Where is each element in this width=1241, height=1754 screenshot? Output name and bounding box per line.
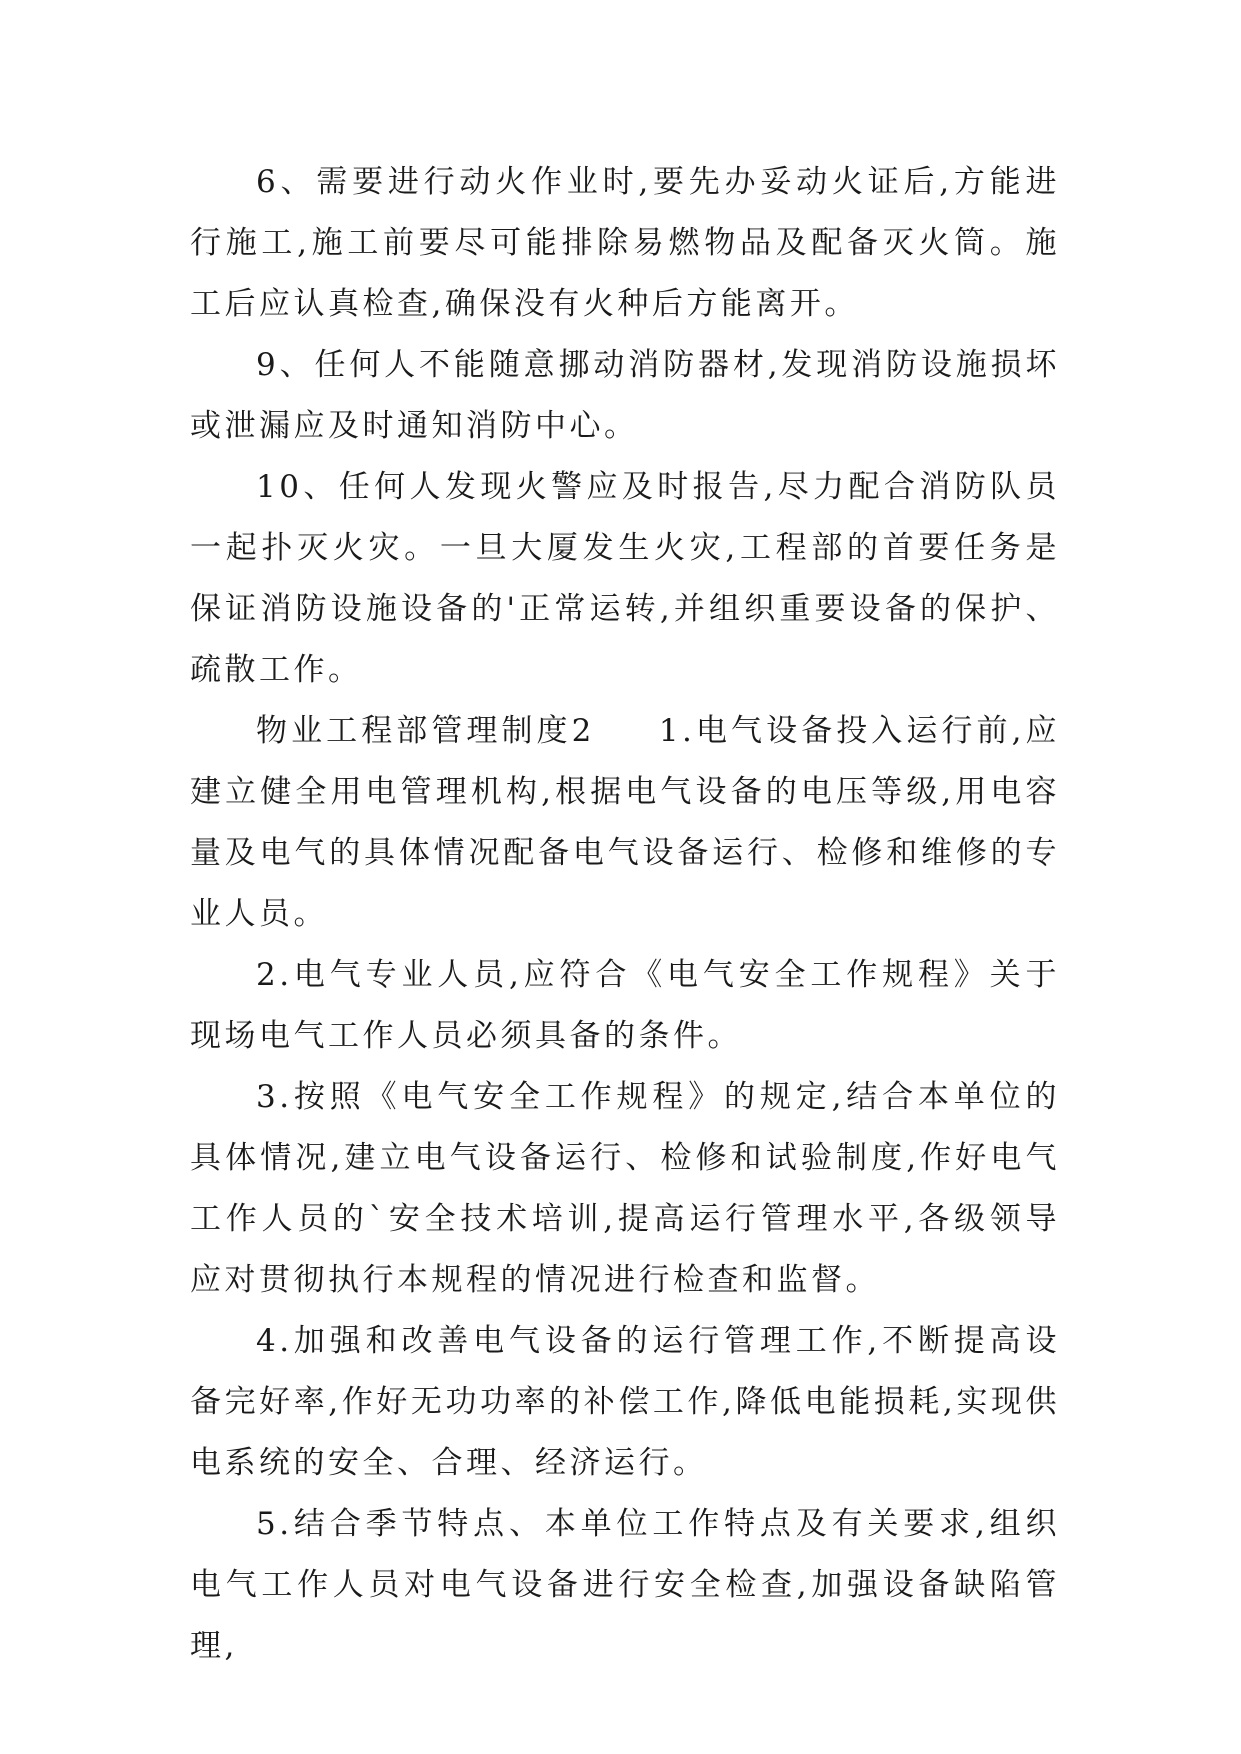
section-item-2: 2.电气专业人员,应符合《电气安全工作规程》关于现场电气工作人员必须具备的条件。	[190, 957, 1060, 1054]
section-item-1: 1.电气设备投入运行前,应建立健全用电管理机构,根据电气设备的电压等级,用电容量及电气的具体情况配备电气设备运行、检修和维修的专业人员。	[190, 713, 1060, 932]
section-paragraph	[190, 701, 1060, 945]
section-item-4: 4.加强和改善电气设备的运行管理工作,不断提高设备完好率,作好无功功率的补偿工作,降低电能损耗,实现供电系统的安全、合理、经济运行。	[190, 1323, 1060, 1481]
document-body	[190, 152, 1060, 1677]
section-item-5: 5.结合季节特点、本单位工作特点及有关要求,组织电气工作人员对电气设备进行安全检查,加强设备缺陷管理,	[190, 1506, 1060, 1664]
section-item-3: 3.按照《电气安全工作规程》的规定,结合本单位的具体情况,建立电气设备运行、检修和试验制度,作好电气工作人员的`安全技术培训,提高运行管理水平,各级领导应对贯彻执行本规程的情况进行检查和监督。	[190, 1079, 1060, 1298]
section-heading: 物业工程部管理制度2	[256, 713, 595, 749]
paragraph-item-6: 6、需要进行动火作业时,要先办妥动火证后,方能进行施工,施工前要尽可能排除易燃物品及配备灭火筒。施工后应认真检查,确保没有火种后方能离开。	[190, 164, 1060, 322]
paragraph-item-9: 9、任何人不能随意挪动消防器材,发现消防设施损坏或泄漏应及时通知消防中心。	[190, 347, 1060, 444]
paragraph-item-10: 10、任何人发现火警应及时报告,尽力配合消防队员一起扑灭火灾。一旦大厦发生火灾,工程部的首要任务是保证消防设施设备的'正常运转,并组织重要设备的保护、疏散工作。	[190, 469, 1060, 688]
